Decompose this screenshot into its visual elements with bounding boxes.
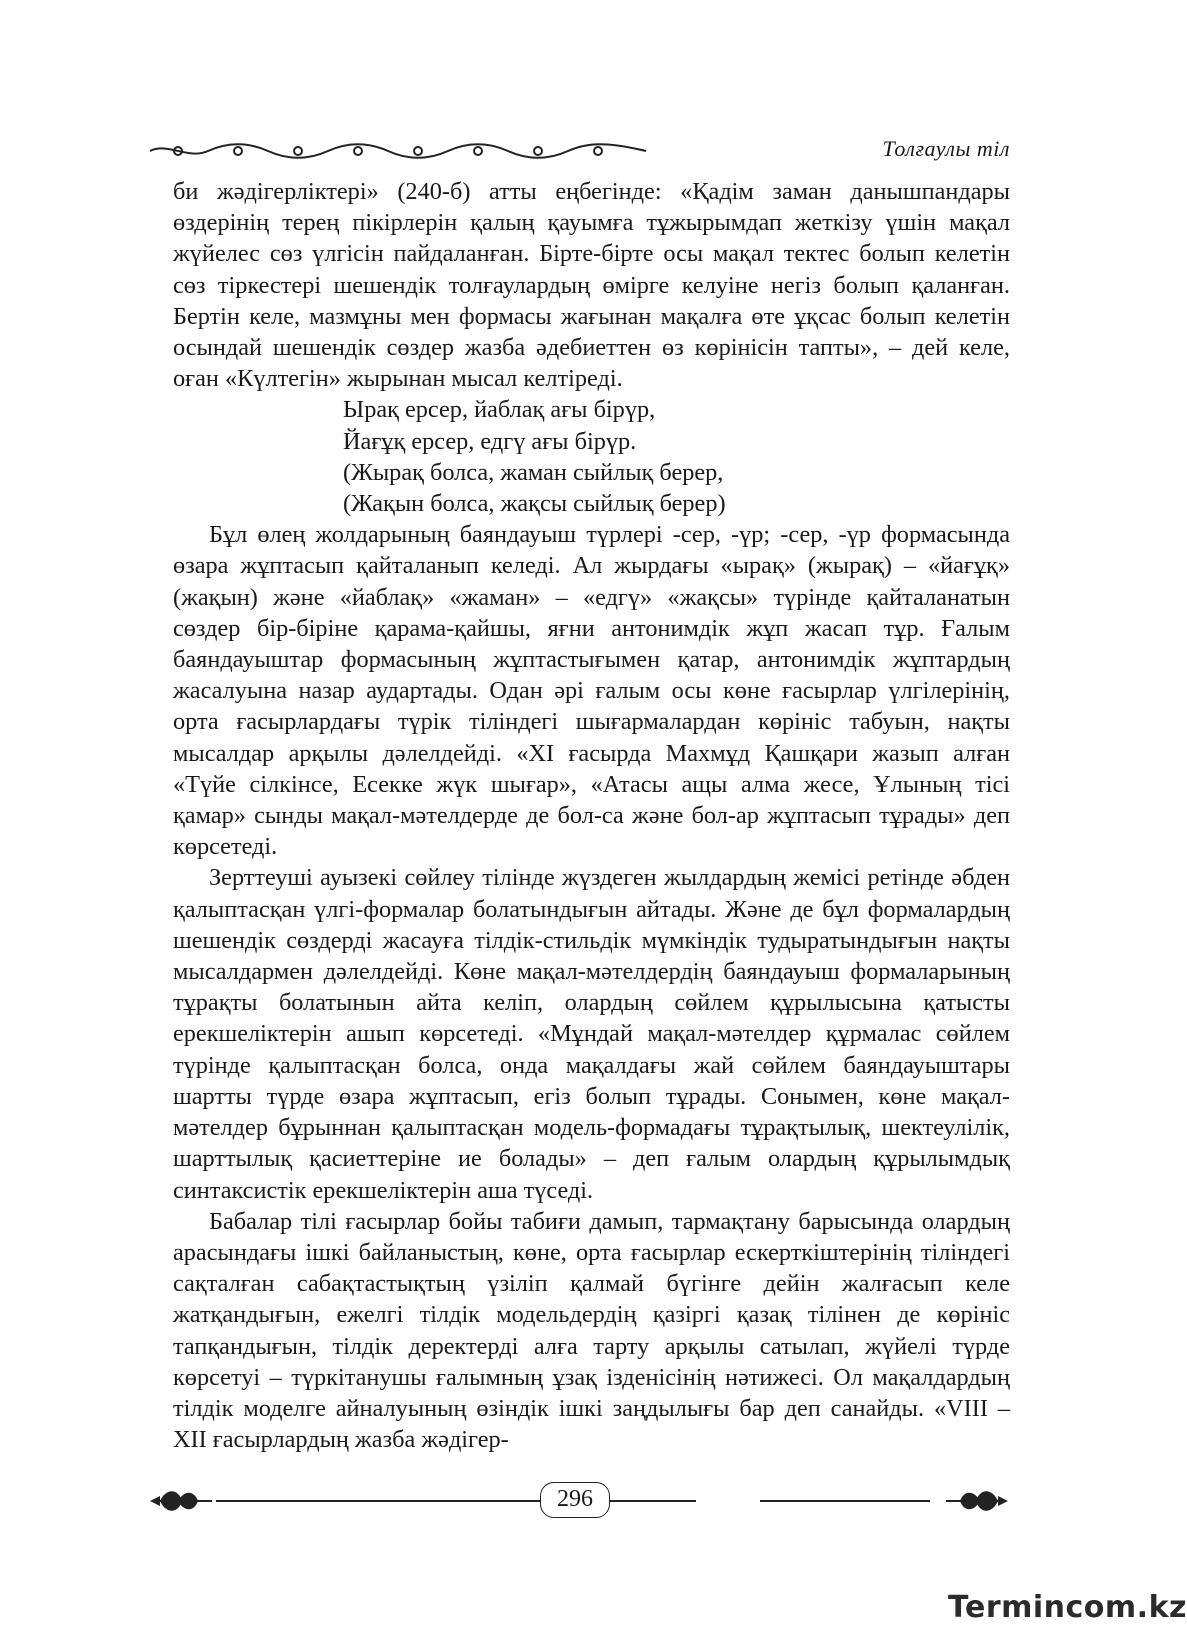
footer-rule: [760, 1500, 930, 1502]
scroll-ornament-icon: [148, 140, 648, 162]
page-footer: [148, 1480, 1010, 1520]
paragraph-3: Зерттеуші ауызекі сөйлеу тілінде жүздеген жылдардың жемісі ретінде әбден қалыптасқан үлгі-формалар болатындығын айтады. Және де бұл формалардың шешендік сөздерді жасауға тілдік-стильдік мүмкіндік тудыратындығын нақты мысалдармен дәлелдейді. Көне мақал-мәтелдердің баяндауыш формаларының тұрақты болатынын айта келіп, олардың сөйлем құрылысына қатысты ерекшеліктерін ашып көрсетеді. «Мұндай мақал-мәтелдер құрмалас сөйлем түрінде қалыптасқан болса, онда мақалдағы жай сөйлем баяндауыштары шартты түрде өзара жұптасып, егіз болып тұрады. Сонымен, көне мақал-мәтелдер бұрыннан қалыптасқан модель-формадағы тұрақтылық, шектеулілік, шарттылық қасиеттеріне ие болады» – деп ғалым олардың құрылымдық синтаксистік ерекшеліктерін аша түседі.: [173, 864, 1010, 1204]
page-body: [173, 176, 1010, 1455]
verse-block: [343, 394, 1010, 519]
leaf-ornament-icon: [944, 1486, 1010, 1516]
verse-line: (Жақын болса, жақсы сыйлық берер): [343, 490, 726, 518]
leaf-ornament-icon: [148, 1486, 214, 1516]
footer-rule: [216, 1500, 696, 1502]
paragraph-4: Бабалар тілі ғасырлар бойы табиғи дамып, тармақтану барысында олардың арасындағы ішкі байланыстың, көне, орта ғасырлар ескерткіштерінің тіліндегі сақталған сабақтастықтың үзіліп қалмай бүгінге дейін жалғасып келе жатқандығын, ежелгі тілдік модельдердің қазіргі қазақ тілінен де көрініс тапқандығын, тілдік деректерді алға тарту арқылы сатылап, жүйелі түрде көрсетуі – түркітанушы ғалымның ұзақ ізденісінің нәтижесі. Ол мақалдардың тілдік моделге айналуының өзіндік ішкі заңдылығы бар деп санайды. «VIII – XII ғасырлардың жазба жәдігер-: [173, 1207, 1010, 1454]
verse-line: Йағұқ ерсер, едгү ағы бірүр.: [343, 427, 637, 455]
running-title: Толғаулы тіл: [882, 136, 1010, 161]
paragraph-2: Бұл өлең жолдарының баяндауыш түрлері -сер, -үр; -сер, -үр формасында өзара жұптасып қайталанып келеді. Ал жырдағы «ырақ» (жырақ) – «йағұқ» (жақын) және «йаблақ» «жаман» – «едгү» «жақсы» түрінде қайталанатын сөздер бір-біріне қарама-қайшы, яғни антонимдік жұп жасап тұр. Ғалым баяндауыштар формасының жұптастығымен қатар, антонимдік жұптардың жасалуына назар аудартады. Одан әрі ғалым осы көне ғасырлар үлгілерінің, орта ғасырлардағы түрік тіліндегі шығармалардан көрініс табуын, нақты мысалдар арқылы дәлелдейді. «ХІ ғасырда Махмұд Қашқари жазып алған «Түйе сілкінсе, Есекке жүк шығар», «Атасы ащы алма жесе, Ұлының тісі қамар» сынды мақал-мәтелдерде де бол-са және бол-ар жұптасып тұрады» деп көрсетеді.: [173, 521, 1010, 861]
verse-line: (Жырақ болса, жаман сыйлық берер,: [343, 458, 724, 486]
page-number: 296: [540, 1482, 610, 1518]
watermark-logo: Termincom.kz: [948, 1590, 1187, 1625]
verse-line: Ырақ ерсер, йаблақ ағы бірүр,: [343, 396, 656, 424]
paragraph-1: би жәдігерліктері» (240-б) атты еңбегінде: «Қадім заман данышпандары өздерінің терең пікірлерін қалың қауымға тұжырымдап жеткізу үшін мақал жүйелес сөз үлгісін пайдаланған. Бірте-бірте осы мақал тектес болып келетін сөз тіркестері шешендік толғаулардың өмірге келуіне негіз болып қаланған. Бертін келе, мазмұны мен формасы жағынан мақалға өте ұқсас болып келетін осындай шешендік сөздер жазба әдебиеттен өз көрінісін тапты», – дей келе, оған «Күлтегін» жырынан мысал келтіреді.: [173, 178, 1010, 393]
page-header: [148, 128, 1010, 168]
